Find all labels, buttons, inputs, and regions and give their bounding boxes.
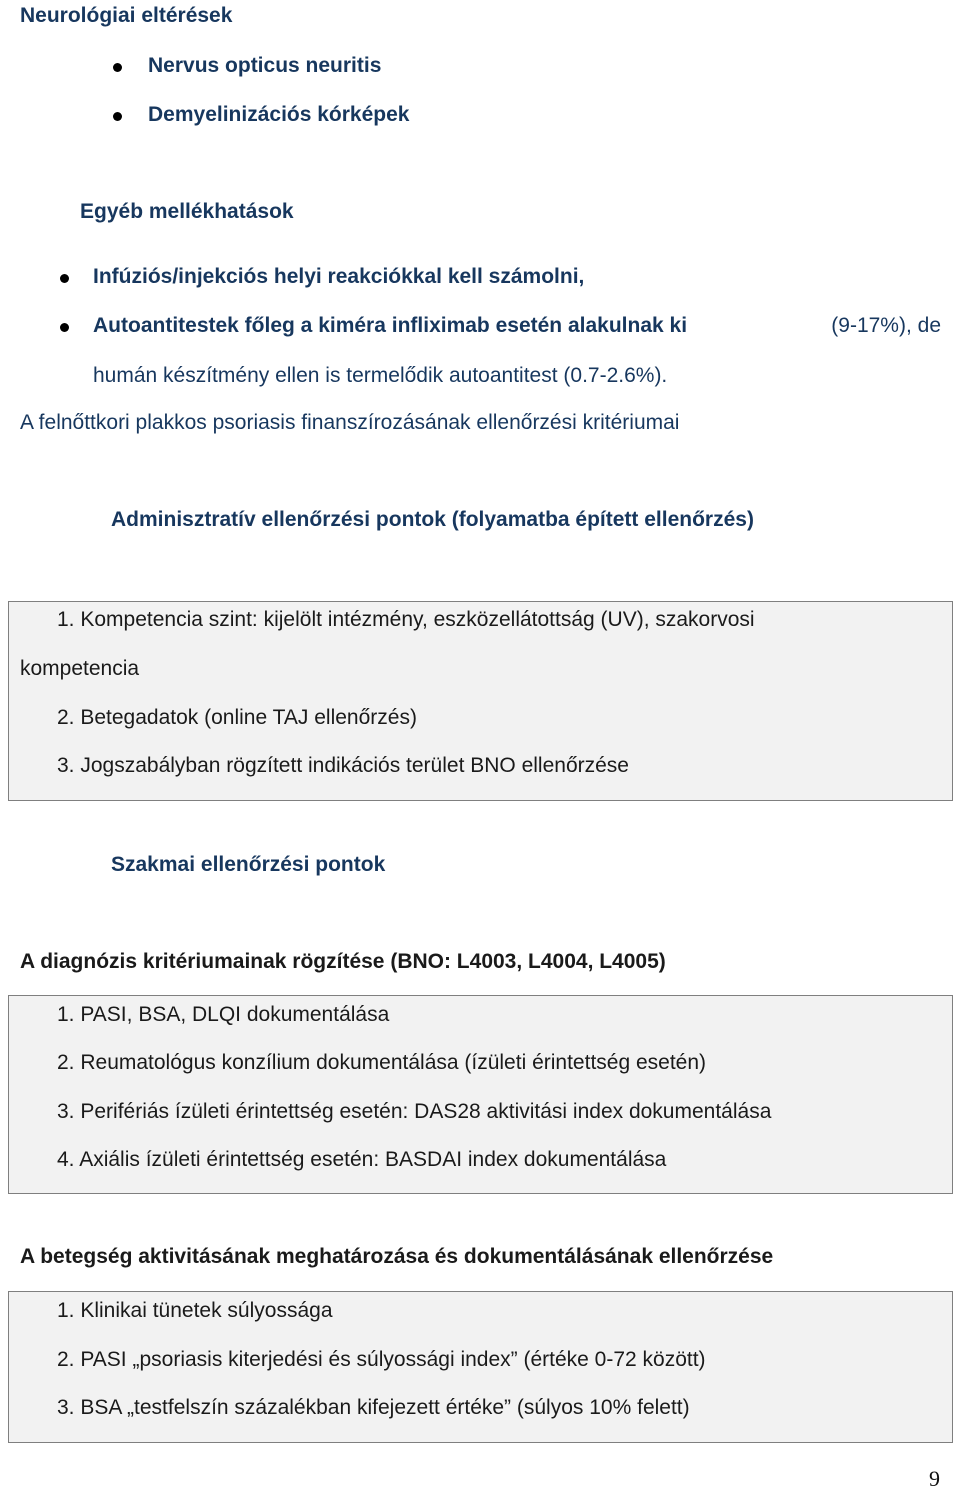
bullet-icon: [113, 112, 122, 121]
prof-heading: Szakmai ellenőrzési pontok: [111, 853, 386, 876]
other-heading: Egyéb mellékhatások: [80, 200, 294, 223]
bullet-icon: [113, 63, 122, 72]
activity-line-2: 2. PASI „psoriasis kiterjedési és súlyossági index” (értéke 0-72 között): [57, 1348, 706, 1371]
other-item-2: [93, 314, 941, 338]
diag-line-4: 4. Axiális ízületi érintettség esetén: BASDAI index dokumentálása: [57, 1148, 667, 1171]
page-number: 9: [929, 1466, 940, 1491]
activity-line-1: 1. Klinikai tünetek súlyossága: [57, 1299, 333, 1322]
diag-heading: A diagnózis kritériumainak rögzítése (BNO: L4003, L4004, L4005): [20, 950, 666, 973]
diag-line-1: 1. PASI, BSA, DLQI dokumentálása: [57, 1003, 390, 1026]
activity-box: [8, 1291, 953, 1443]
section-title: A felnőttkori plakkos psoriasis finanszírozásának ellenőrzési kritériumai: [20, 411, 680, 434]
admin-line-2: 2. Betegadatok (online TAJ ellenőrzés): [57, 706, 417, 729]
neuro-heading: Neurológiai eltérések: [20, 4, 233, 27]
diag-box: [8, 995, 953, 1194]
bullet-icon: [60, 274, 69, 283]
admin-line-1-cont: kompetencia: [20, 657, 140, 680]
activity-line-3: 3. BSA „testfelszín százalékban kifejezett értéke” (súlyos 10% felett): [57, 1396, 690, 1419]
other-item-1: Infúziós/injekciós helyi reakciókkal kell számolni,: [93, 265, 585, 288]
admin-line-1: 1. Kompetencia szint: kijelölt intézmény, eszközellátottság (UV), szakorvosi: [57, 608, 755, 631]
bullet-icon: [60, 323, 69, 332]
neuro-item-1: Nervus opticus neuritis: [148, 54, 382, 77]
other-item-2-continuation: humán készítmény ellen is termelődik autoantitest (0.7-2.6%).: [93, 364, 668, 387]
other-item-2-rest: (9-17%), de: [831, 314, 941, 337]
neuro-item-2: Demyelinizációs kórképek: [148, 103, 410, 126]
admin-line-3: 3. Jogszabályban rögzített indikációs terület BNO ellenőrzése: [57, 754, 629, 777]
admin-heading: Adminisztratív ellenőrzési pontok (folyamatba épített ellenőrzés): [111, 508, 754, 531]
other-item-2-bold: Autoantitestek főleg a kiméra infliximab esetén alakulnak ki: [93, 314, 688, 337]
diag-line-2: 2. Reumatológus konzílium dokumentálása (ízületi érintettség esetén): [57, 1051, 707, 1074]
admin-box: [8, 601, 953, 801]
activity-heading: A betegség aktivitásának meghatározása és dokumentálásának ellenőrzése: [20, 1245, 774, 1268]
diag-line-3: 3. Perifériás ízületi érintettség esetén: DAS28 aktivitási index dokumentálása: [57, 1100, 772, 1123]
